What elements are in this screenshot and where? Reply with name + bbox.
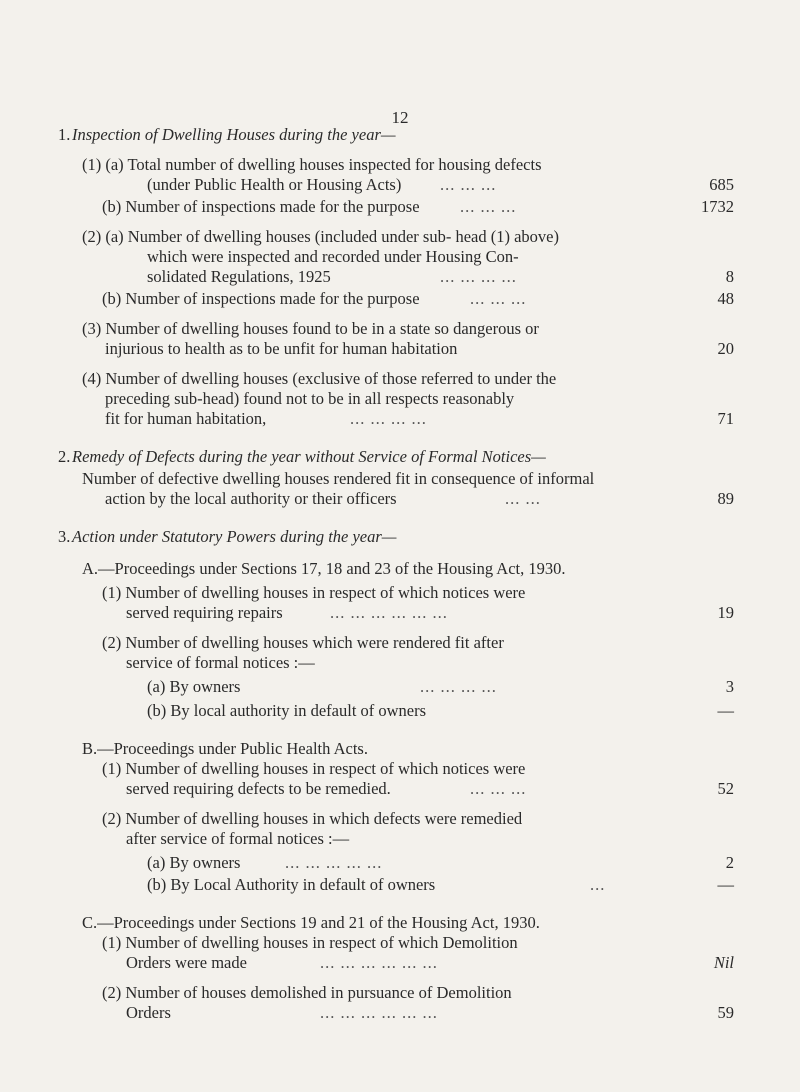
subsection-b-title: B.—Proceedings under Public Health Acts.: [82, 739, 368, 758]
b-item-2b-value: —: [717, 875, 734, 894]
section-3-number: 3.: [58, 527, 71, 546]
a-item-2a: (a) By owners: [147, 677, 241, 696]
item-4-line-3: fit for human habitation,: [105, 409, 267, 428]
section-3-heading: Action under Statutory Powers during the year—: [72, 527, 397, 546]
b-item-2b: (b) By Local Authority in default of owners: [147, 875, 436, 894]
leader-dots: ... ... ... ...: [350, 409, 427, 428]
b-item-1-value: 52: [717, 779, 734, 798]
c-item-1-line-1: (1) Number of dwelling houses in respect of which Demolition: [102, 933, 518, 952]
item-1a-value: 685: [709, 175, 734, 194]
c-item-1-line-2: Orders were made: [126, 953, 247, 972]
leader-dots: ... ... ... ...: [420, 677, 497, 696]
item-1b-value: 1732: [701, 197, 734, 216]
section-1-number: 1.: [58, 125, 71, 144]
item-1a-line-1: (1) (a) Total number of dwelling houses inspected for housing defects: [82, 155, 542, 174]
item-4-value: 71: [717, 409, 734, 428]
item-2a-line-2: which were inspected and recorded under Housing Con-: [147, 247, 519, 266]
item-4-line-2: preceding sub-head) found not to be in all respects reasonably: [105, 389, 515, 408]
leader-dots: ... ... ... ... ... ...: [320, 953, 438, 972]
c-item-2-line-1: (2) Number of houses demolished in pursuance of Demolition: [102, 983, 512, 1002]
leader-dots: ... ... ...: [440, 175, 497, 194]
b-item-1-line-1: (1) Number of dwelling houses in respect of which notices were: [102, 759, 526, 778]
section-2-heading: Remedy of Defects during the year without Service of Formal Notices—: [72, 447, 546, 466]
b-item-2-line-2: after service of formal notices :—: [126, 829, 350, 848]
a-item-1-value: 19: [717, 603, 734, 622]
b-item-2a-value: 2: [725, 853, 734, 872]
item-2b: (b) Number of inspections made for the purpose: [102, 289, 420, 308]
page-number: 12: [391, 108, 409, 127]
a-item-2b: (b) By local authority in default of owners: [147, 701, 427, 720]
item-1b: (b) Number of inspections made for the purpose: [102, 197, 420, 216]
a-item-2b-value: —: [717, 701, 734, 720]
item-3-value: 20: [717, 339, 734, 358]
item-3-line-2: injurious to health as to be unfit for human habitation: [105, 339, 458, 358]
c-item-1-value: Nil: [713, 953, 734, 972]
a-item-2-line-2: service of formal notices :—: [126, 653, 315, 672]
item-4-line-1: (4) Number of dwelling houses (exclusive of those referred to under the: [82, 369, 557, 388]
a-item-2a-value: 3: [725, 677, 734, 696]
item-2a-line-1: (2) (a) Number of dwelling houses (included under sub- head (1) above): [82, 227, 559, 246]
b-item-2a: (a) By owners: [147, 853, 241, 872]
section-1-heading: Inspection of Dwelling Houses during the year—: [72, 125, 396, 144]
leader-dots: ... ...: [505, 489, 541, 508]
section-2-value: 89: [717, 489, 734, 508]
section-2-number: 2.: [58, 447, 71, 466]
a-item-1-line-2: served requiring repairs: [126, 603, 283, 622]
leader-dots: ... ... ... ... ... ...: [330, 603, 448, 622]
item-2a-value: 8: [725, 267, 734, 286]
subsection-c-title: C.—Proceedings under Sections 19 and 21 of the Housing Act, 1930.: [82, 913, 540, 932]
section-2-line-2: action by the local authority or their officers: [105, 489, 397, 508]
leader-dots: ... ... ... ... ... ...: [320, 1003, 438, 1022]
leader-dots: ... ... ...: [470, 289, 527, 308]
item-2b-value: 48: [717, 289, 734, 308]
item-1a-line-2: (under Public Health or Housing Acts): [147, 175, 402, 194]
c-item-2-value: 59: [717, 1003, 734, 1022]
c-item-2-line-2: Orders: [126, 1003, 171, 1022]
b-item-2-line-1: (2) Number of dwelling houses in which defects were remedied: [102, 809, 523, 828]
a-item-1-line-1: (1) Number of dwelling houses in respect of which notices were: [102, 583, 526, 602]
item-3-line-1: (3) Number of dwelling houses found to be in a state so dangerous or: [82, 319, 539, 338]
leader-dots: ... ... ...: [470, 779, 527, 798]
item-2a-line-3: solidated Regulations, 1925: [147, 267, 331, 286]
leader-dots: ... ... ...: [460, 197, 517, 216]
a-item-2-line-1: (2) Number of dwelling houses which were rendered fit after: [102, 633, 504, 652]
leader-dots: ...: [590, 875, 606, 894]
section-2-line-1: Number of defective dwelling houses rendered fit in consequence of informal: [82, 469, 595, 488]
b-item-1-line-2: served requiring defects to be remedied.: [126, 779, 391, 798]
subsection-a-title: A.—Proceedings under Sections 17, 18 and 23 of the Housing Act, 1930.: [82, 559, 566, 578]
leader-dots: ... ... ... ...: [440, 267, 517, 286]
leader-dots: ... ... ... ... ...: [285, 853, 383, 872]
